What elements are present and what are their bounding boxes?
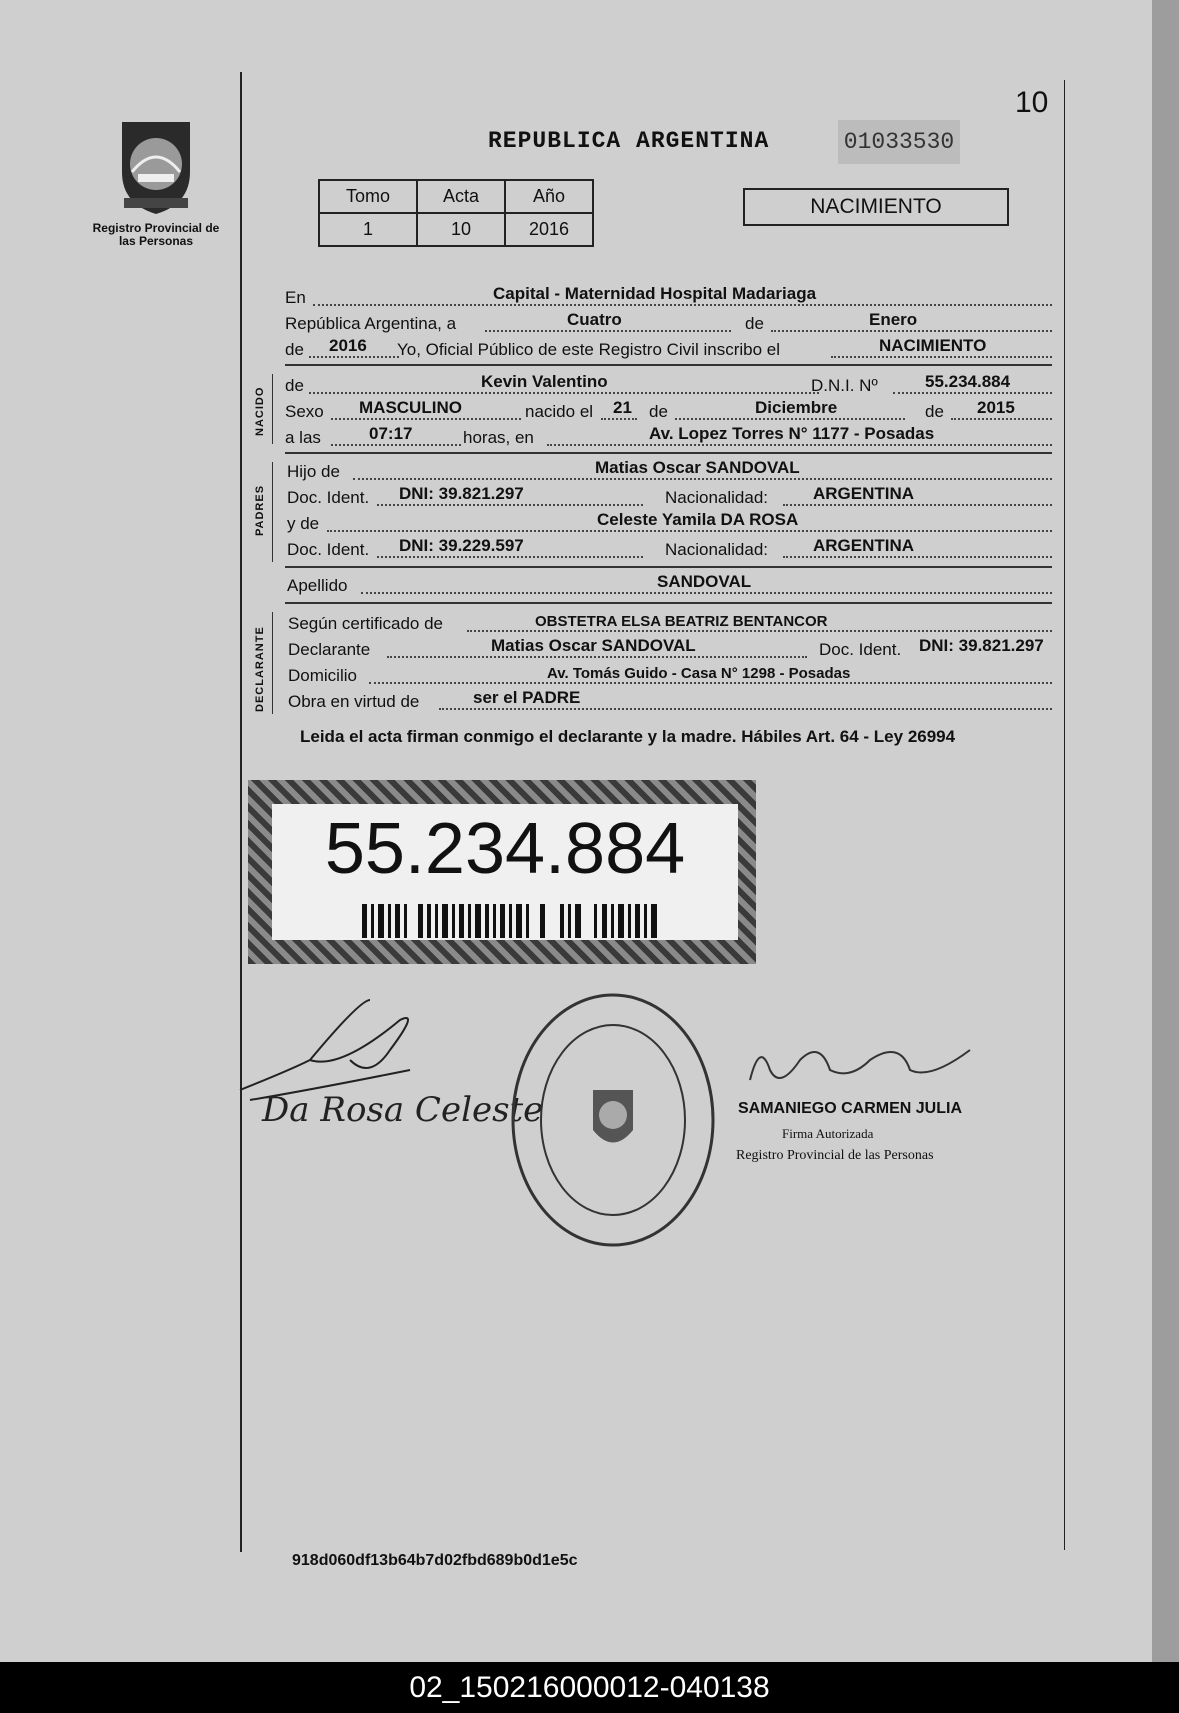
side-label-declarante: DECLARANTE [254, 626, 266, 712]
table-cell: 10 [417, 213, 505, 246]
father-doc-row [285, 486, 1052, 508]
label: horas, en [463, 428, 534, 447]
label: Apellido [287, 576, 348, 595]
label: Doc. Ident. [287, 540, 370, 559]
page-number: 10 [1015, 86, 1049, 119]
birth-place-value: Av. Lopez Torres N° 1177 - Posadas [649, 424, 935, 443]
father-nationality-value: ARGENTINA [813, 484, 915, 503]
label: República Argentina, a [285, 314, 457, 333]
sex-value: MASCULINO [359, 398, 462, 417]
label: Declarante [288, 640, 371, 659]
registration-year-row [285, 338, 1052, 360]
official-stamp-icon [508, 990, 718, 1250]
side-label-nacido: NACIDO [254, 386, 266, 436]
day-value: Cuatro [567, 310, 622, 329]
section-bar [272, 462, 273, 562]
barcode-icon [362, 904, 662, 938]
label: Doc. Ident. [287, 488, 370, 507]
mother-nationality-value: ARGENTINA [813, 536, 915, 555]
section-divider [285, 602, 1052, 604]
side-label-padres: PADRES [254, 484, 266, 536]
label: y de [287, 514, 320, 533]
father-doc-value: DNI: 39.821.297 [399, 484, 524, 503]
label: de [285, 340, 304, 359]
surname-value: SANDOVAL [657, 572, 752, 591]
reason-value: ser el PADRE [473, 688, 581, 707]
closing-text: Leida el acta firman conmigo el declarante y la madre. Hábiles Art. 64 - Ley 26994 [300, 727, 956, 746]
registration-date-row [285, 312, 1052, 334]
time-place-row [285, 426, 1052, 448]
declarant-row [285, 638, 1052, 660]
officer-name: SAMANIEGO CARMEN JULIA [738, 1100, 963, 1117]
label: Doc. Ident. [819, 640, 902, 659]
registry-name: Registro Provincial de las Personas [92, 221, 220, 248]
act-kind-value: NACIMIENTO [879, 336, 987, 355]
barcode-number: 55.234.884 [324, 809, 686, 889]
label: de [285, 376, 304, 395]
year-value: 2016 [329, 336, 367, 355]
label: Según certificado de [288, 614, 443, 633]
label: nacido el [525, 402, 594, 421]
label: Obra en virtud de [288, 692, 420, 711]
certificate-row [285, 612, 1052, 634]
mother-name-value: Celeste Yamila DA ROSA [597, 510, 799, 529]
mother-doc-value: DNI: 39.229.597 [399, 536, 524, 555]
label: Nacionalidad: [665, 540, 769, 559]
section-bar [272, 374, 273, 444]
book-table [318, 179, 594, 247]
father-row [285, 460, 1052, 482]
reason-row [285, 690, 1052, 712]
month-value: Enero [869, 310, 918, 329]
place-value: Capital - Maternidad Hospital Madariaga [493, 284, 817, 303]
label: de [925, 402, 944, 421]
birth-day-value: 21 [613, 398, 632, 417]
mother-signature: Da Rosa Celeste [262, 1090, 544, 1130]
page-edge [1152, 0, 1179, 1662]
label: Hijo de [287, 462, 340, 481]
sex-birthdate-row [285, 400, 1052, 422]
officer-title: Firma Autorizada [782, 1126, 874, 1141]
label: de [649, 402, 668, 421]
birth-month-value: Diciembre [755, 398, 838, 417]
act-type-box: NACIMIENTO [743, 188, 1009, 226]
mother-doc-row [285, 538, 1052, 560]
label: En [285, 288, 306, 307]
country-title: REPUBLICA ARGENTINA [488, 128, 770, 154]
officer-registry: Registro Provincial de las Personas [736, 1148, 934, 1163]
place-row [285, 286, 1052, 308]
table-header: Año [505, 180, 593, 213]
declarant-doc-value: DNI: 39.821.297 [919, 636, 1044, 655]
certificate-value: OBSTETRA ELSA BEATRIZ BENTANCOR [535, 613, 828, 630]
table-header: Acta [417, 180, 505, 213]
province-seal-logo [112, 112, 200, 216]
serial-number: 01033530 [838, 120, 960, 164]
label: Nacionalidad: [665, 488, 769, 507]
declarant-name-value: Matias Oscar SANDOVAL [491, 636, 696, 655]
section-divider [285, 364, 1052, 366]
document-hash: 918d060df13b64b7d02fbd689b0d1e5c [292, 1552, 578, 1569]
label: Domicilio [288, 666, 357, 685]
label: D.N.I. Nº [811, 376, 878, 395]
mother-row [285, 512, 1052, 534]
officer-signature [740, 1030, 980, 1100]
section-divider [285, 452, 1052, 454]
child-name-value: Kevin Valentino [481, 372, 608, 391]
right-margin-line [1064, 80, 1065, 1550]
address-row [285, 664, 1052, 686]
birth-time-value: 07:17 [369, 424, 413, 443]
surname-row [285, 574, 1052, 596]
label: Yo, Oficial Público de este Registro Civil inscribo el [397, 340, 780, 359]
file-id-footer: 02_150216000012-040138 [0, 1662, 1179, 1713]
left-margin-line [240, 72, 242, 1552]
table-cell: 1 [319, 213, 417, 246]
table-header: Tomo [319, 180, 417, 213]
table-cell: 2016 [505, 213, 593, 246]
section-bar [272, 612, 273, 714]
section-divider [285, 566, 1052, 568]
child-name-row [285, 374, 1052, 396]
label: de [745, 314, 764, 333]
label: a las [285, 428, 321, 447]
father-name-value: Matias Oscar SANDOVAL [595, 458, 800, 477]
barcode-card [248, 780, 756, 964]
birth-year-value: 2015 [977, 398, 1015, 417]
label: Sexo [285, 402, 324, 421]
address-value: Av. Tomás Guido - Casa N° 1298 - Posadas [547, 665, 851, 682]
child-dni-value: 55.234.884 [925, 372, 1011, 391]
